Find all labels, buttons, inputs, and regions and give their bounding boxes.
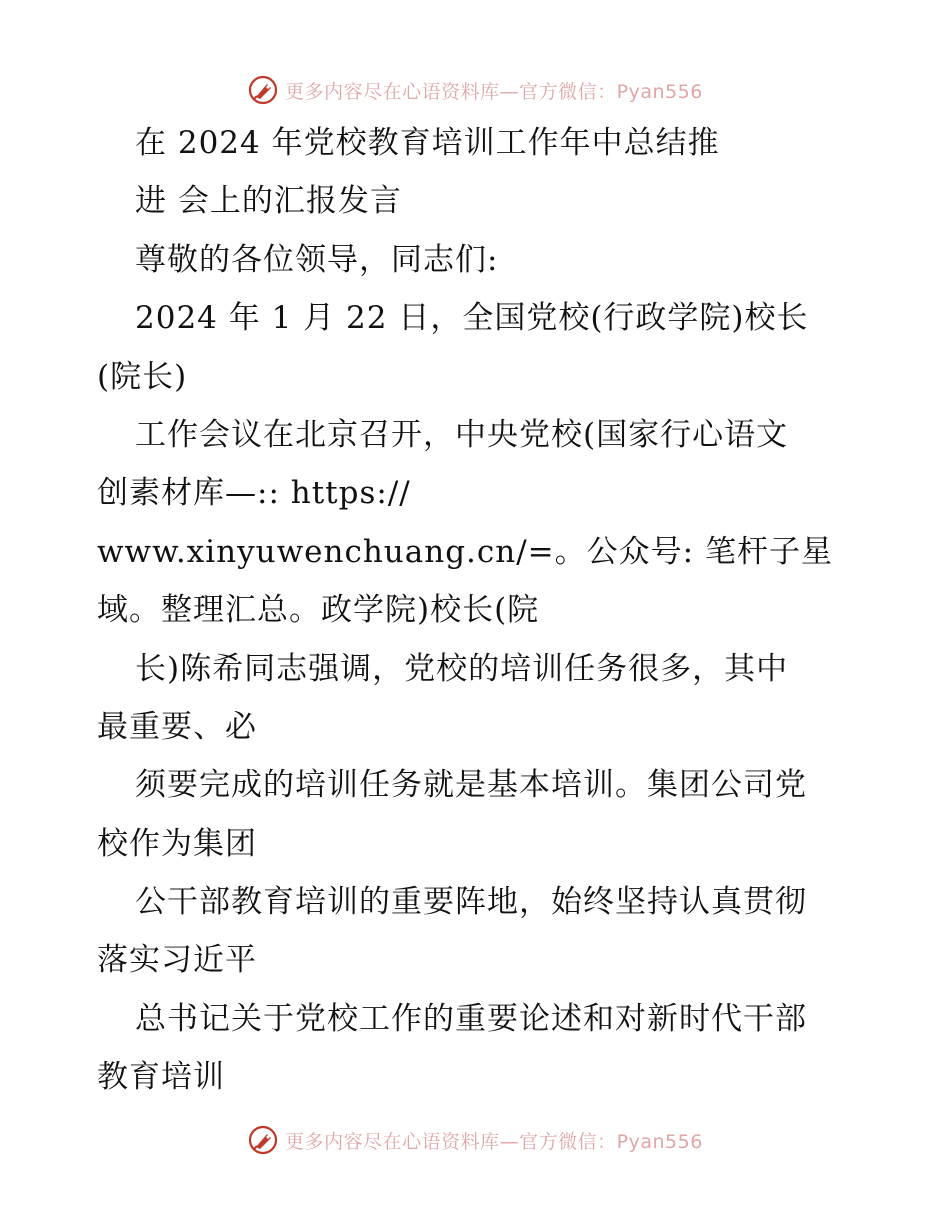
- footer-watermark-banner: [0, 1120, 950, 1160]
- text-line: 总书记关于党校工作的重要论述和对新时代干部: [135, 1000, 807, 1037]
- text-line: (院长): [97, 358, 188, 395]
- text-line: 尊敬的各位领导，同志们:: [135, 241, 499, 278]
- text-line: 公干部教育培训的重要阵地，始终坚持认真贯彻: [135, 884, 807, 921]
- text-line: 校作为集团: [97, 825, 257, 862]
- text-line: 2024 年 1 月 22 日，全国党校(行政学院)校长: [135, 300, 809, 337]
- text-line: 教育培训: [97, 1059, 225, 1096]
- text-line: 进 会上的汇报发言: [135, 183, 402, 220]
- document-body: [97, 124, 857, 1117]
- pen-nib-logo-icon: [247, 1124, 279, 1156]
- text-line: 在 2024 年党校教育培训工作年中总结推: [135, 125, 720, 161]
- text-line: 最重要、必: [97, 708, 257, 745]
- text-line: 工作会议在北京召开，中央党校(国家行心语文: [135, 416, 789, 453]
- text-line: 创素材库—:: https://: [97, 475, 411, 512]
- text-line: 长)陈希同志强调，党校的培训任务很多，其中: [135, 650, 789, 687]
- footer-watermark-text: 更多内容尽在心语资料库—官方微信：Pyan556: [285, 1130, 703, 1153]
- text-line: www.xinyuwenchuang.cn/=。公众号: 笔杆子星: [97, 533, 833, 570]
- text-line: 域。整理汇总。政学院)校长(院: [97, 592, 540, 629]
- header-watermark-banner: [0, 70, 950, 110]
- pen-nib-logo-icon: [247, 74, 279, 106]
- text-line: 须要完成的培训任务就是基本培训。集团公司党: [135, 767, 807, 804]
- text-line: 落实习近平: [97, 942, 257, 979]
- header-watermark-text: 更多内容尽在心语资料库—官方微信：Pyan556: [285, 80, 703, 103]
